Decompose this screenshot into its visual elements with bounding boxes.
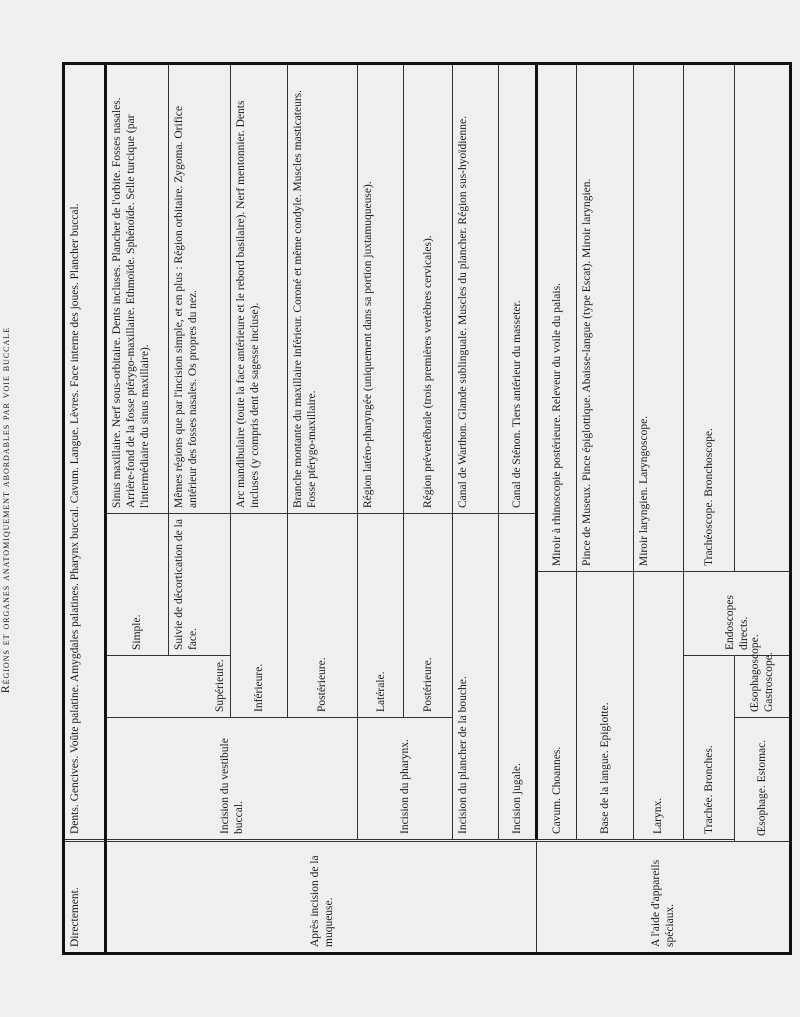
label-laterale: Latérale. [357,514,403,718]
label-endoscopes: Endoscopes directs. [684,572,791,656]
table-row [577,63,633,953]
text-simple: Sinus maxillaire. Nerf sous-orbitaire. Dents incluses. Plancher de l'orbite. Fosses nasales. Arrière-fond de la fosse ptérygo-maxillaire. Ethmoïde. Sphénoïde. Selle turcique (par l'intermédiaire du sinus maxillaire). [106,63,168,513]
table-row [498,63,536,953]
table-row [537,63,577,953]
page-subtitle: Régions et organes anatomiquement abordables par voie buccale [0,326,12,694]
text-cavum: Miroir à rhinoscopie postérieure. Releveur du voile du palais. [537,63,577,571]
row-label-appareils: A l'aide d'appareils spéciaux. [537,842,791,954]
text-larynx: Miroir laryngien. Laryngoscope. [633,63,683,571]
rotated-table-area [0,65,792,955]
table-row [684,63,734,953]
directement-text: Dents. Gencives. Voûte palatine. Amygdales palatines. Pharynx buccal. Cavum. Langue. Lèvres. Face interne des joues. Plancher buccal. [64,63,106,839]
table-row [64,63,106,953]
text-langue: Pince de Museux. Pince épiglottique. Abaisse-langue (type Escat). Miroir laryngien. [577,63,633,571]
text-plancher: Canal de Warthon. Glande sublinguale. Muscles du plancher. Région sus-hyoïdienne. [452,63,498,513]
label-langue: Base de la langue. Epiglotte. [577,572,633,840]
label-trachee: Trachée. Bronches. [684,656,734,840]
text-posterieure-vestibule: Branche montante du maxillaire inférieur. Coroné et même condyle. Muscles masticateurs. Fosse ptérygo-maxillaire. [287,63,357,513]
label-posterieure-vestibule: Postérieure. [287,514,357,718]
label-inferieure: Inférieure. [231,514,287,718]
text-decortication: Mêmes régions que par l'incision simple, et en plus : Région orbitaire. Zygoma. Orifice antérieur des fosses nasales. Os propres du nez. [168,63,230,513]
label-posterieure-pharynx: Postérieure. [404,514,452,718]
table-row [734,63,790,953]
text-oesophage: Œsophagoscope. Gastroscope. [734,572,790,718]
text-trachee: Trachéoscope. Bronchoscope. [684,63,734,571]
label-jugale: Incision jugale. [498,514,536,840]
label-decortication: Suivie de décortication de la face. [168,514,230,656]
label-cavum: Cavum. Choannes. [537,572,577,840]
label-oesophage: Œsophage. Estomac. [734,718,790,842]
anatomy-table [62,62,792,955]
text-posterieure-pharynx: Région prévertébrale (trois premières vertèbres cervicales). [404,63,452,513]
row-label-apres: Après incision de la muqueuse. [106,842,537,954]
text-jugale: Canal de Sténon. Tiers antérieur du masseter. [498,63,536,513]
table-row [106,63,168,953]
table-row [357,63,403,953]
label-larynx: Larynx. [633,572,683,840]
label-vestibule: Incision du vestibule buccal. [106,718,358,840]
row-label-directement: Directement. [64,842,106,954]
text-laterale: Région latéro-pharyngée (uniquement dans sa portion juxtamuqueuse). [357,63,403,513]
label-simple: Simple. [106,514,168,656]
label-pharynx: Incision du pharynx. [357,718,452,840]
table-row [452,63,498,953]
label-plancher: Incision du plancher de la bouche. [452,514,498,840]
label-superieure: Supérieure. [106,656,231,718]
table-row [633,63,683,953]
text-inferieure: Arc mandibulaire (toute la face antérieure et le rebord basilaire). Nerf mentonnier. Dents incluses (y compris dent de sagesse incluse). [231,63,287,513]
